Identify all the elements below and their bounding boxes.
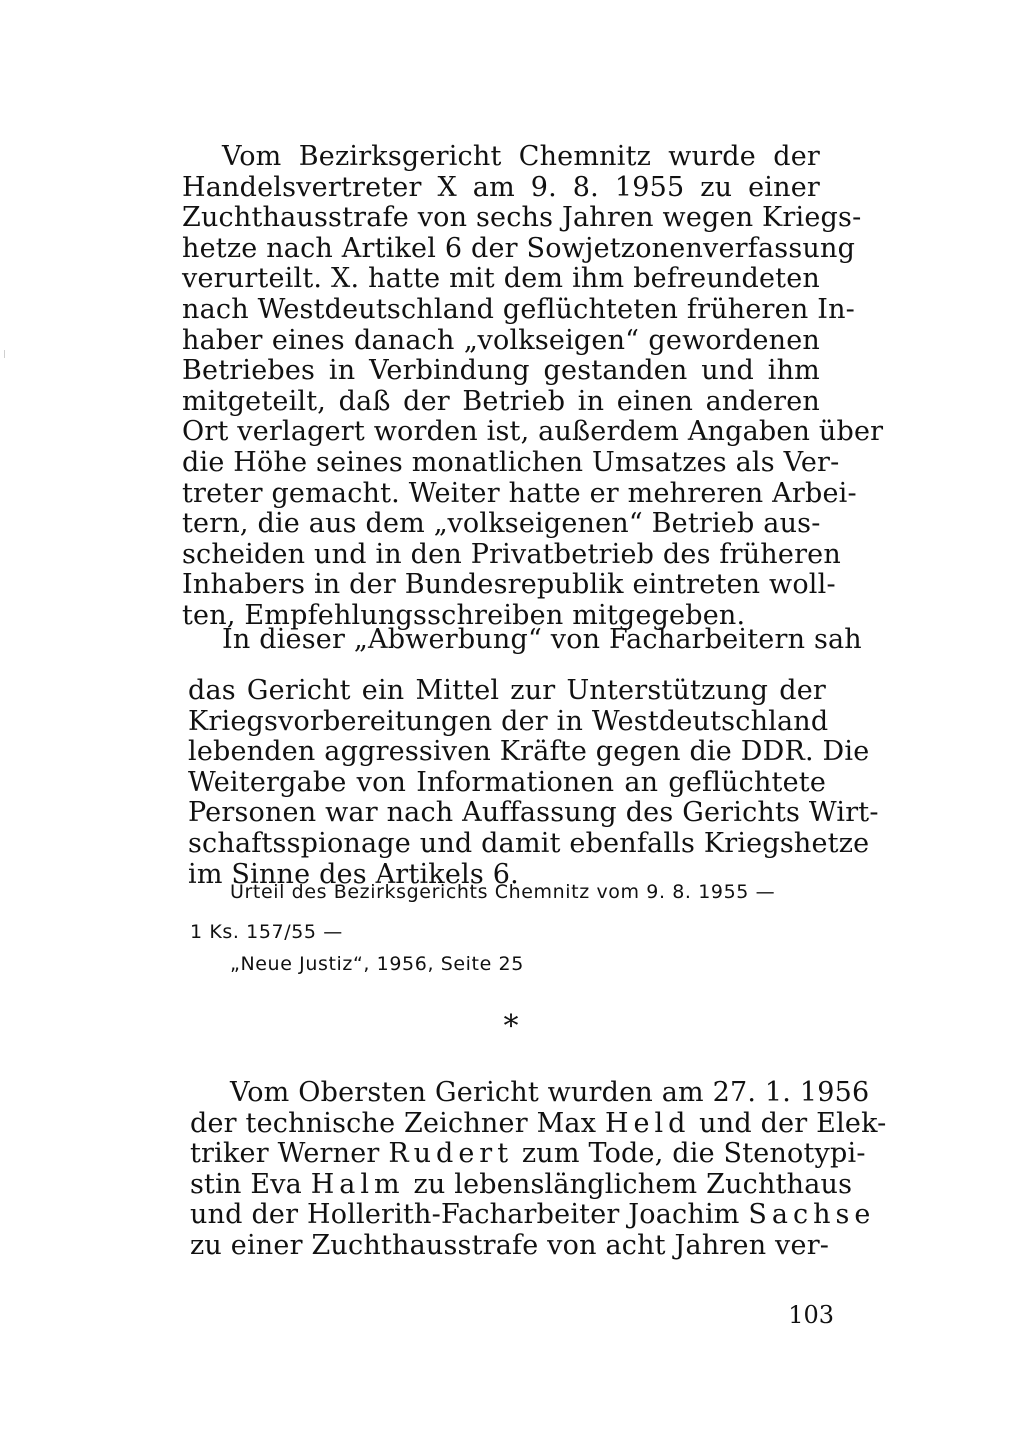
name-halm: Halm xyxy=(310,1168,405,1200)
text-line: hetze nach Artikel 6 der Sowjetzonenverfassung xyxy=(182,232,856,264)
text-line: In dieser „Abwerbung“ von Facharbeitern sah xyxy=(222,624,862,655)
text-line: ten, Empfehlungsschreiben mitgegeben. xyxy=(182,599,746,631)
text-line: das Gericht ein Mittel zur Unterstützung der xyxy=(188,675,826,706)
text-line: Vom Obersten Gericht wurden am 27. 1. 1956 xyxy=(230,1077,870,1108)
citation xyxy=(190,876,850,980)
text-line: stin Eva Halm zu lebenslänglichem Zuchthaus xyxy=(190,1168,853,1200)
text-line: Zuchthausstrafe von sechs Jahren wegen Kriegs- xyxy=(182,202,862,234)
paragraph-1 xyxy=(182,141,884,632)
text-line: Weitergabe von Informationen an geflüchtete xyxy=(188,766,826,798)
name-held: Held xyxy=(604,1107,691,1139)
text-line: schaftsspionage und damit ebenfalls Kriegshetze xyxy=(188,827,870,859)
text-line: lebenden aggressiven Kräfte gegen die DDR. Die xyxy=(188,736,870,768)
text-line: Personen war nach Auffassung des Gerichts Wirt- xyxy=(188,797,879,829)
text-line: mitgeteilt, daß der Betrieb in einen anderen xyxy=(182,385,820,417)
text-line: Vom Bezirksgericht Chemnitz wurde der xyxy=(222,141,820,172)
text-line: im Sinne des Artikels 6. xyxy=(188,858,519,890)
text-line: Handelsvertreter X am 9. 8. 1955 zu einer xyxy=(182,171,820,203)
paragraph-3 xyxy=(190,1077,887,1262)
text-line: und der Hollerith-Facharbeiter Joachim Sachse xyxy=(190,1199,876,1231)
text-line: die Höhe seines monatlichen Umsatzes als Ver- xyxy=(182,446,840,478)
text-line: zu einer Zuchthausstrafe von acht Jahren ver- xyxy=(190,1229,830,1261)
citation-line: 1 Ks. 157/55 — xyxy=(190,921,343,943)
text-line: triker Werner Rudert zum Tode, die Stenotypi- xyxy=(190,1138,866,1170)
paragraph-2-opening xyxy=(182,624,862,656)
text-line: Kriegsvorbereitungen der in Westdeutschland xyxy=(188,705,829,737)
text-line: haber eines danach „volkseigen“ gewordenen xyxy=(182,324,820,356)
page-number: 103 xyxy=(788,1301,834,1329)
text-line: Betriebes in Verbindung gestanden und ihm xyxy=(182,355,820,387)
citation-line: „Neue Justiz“, 1956, Seite 25 xyxy=(230,953,524,975)
text-line: der technische Zeichner Max Held und der Elek- xyxy=(190,1107,887,1139)
citation-line: Urteil des Bezirksgerichts Chemnitz vom 9. 8. 1955 — xyxy=(230,881,776,903)
text-line: tern, die aus dem „volkseigenen“ Betrieb aus- xyxy=(182,508,821,540)
paragraph-2 xyxy=(188,675,879,890)
section-separator: * xyxy=(503,1009,519,1044)
text-line: verurteilt. X. hatte mit dem ihm befreundeten xyxy=(182,263,820,295)
text-line: Inhabers in der Bundesrepublik eintreten woll- xyxy=(182,569,836,601)
text-line: Ort verlagert worden ist, außerdem Angaben über xyxy=(182,416,884,448)
text-line: scheiden und in den Privatbetrieb des früheren xyxy=(182,538,841,570)
text-line: nach Westdeutschland geflüchteten früheren In- xyxy=(182,293,855,325)
scan-speck xyxy=(4,350,5,358)
name-sachse: Sachse xyxy=(748,1199,876,1231)
name-rudert: Rudert xyxy=(388,1138,514,1170)
text-line: treter gemacht. Weiter hatte er mehreren Arbei- xyxy=(182,477,857,509)
